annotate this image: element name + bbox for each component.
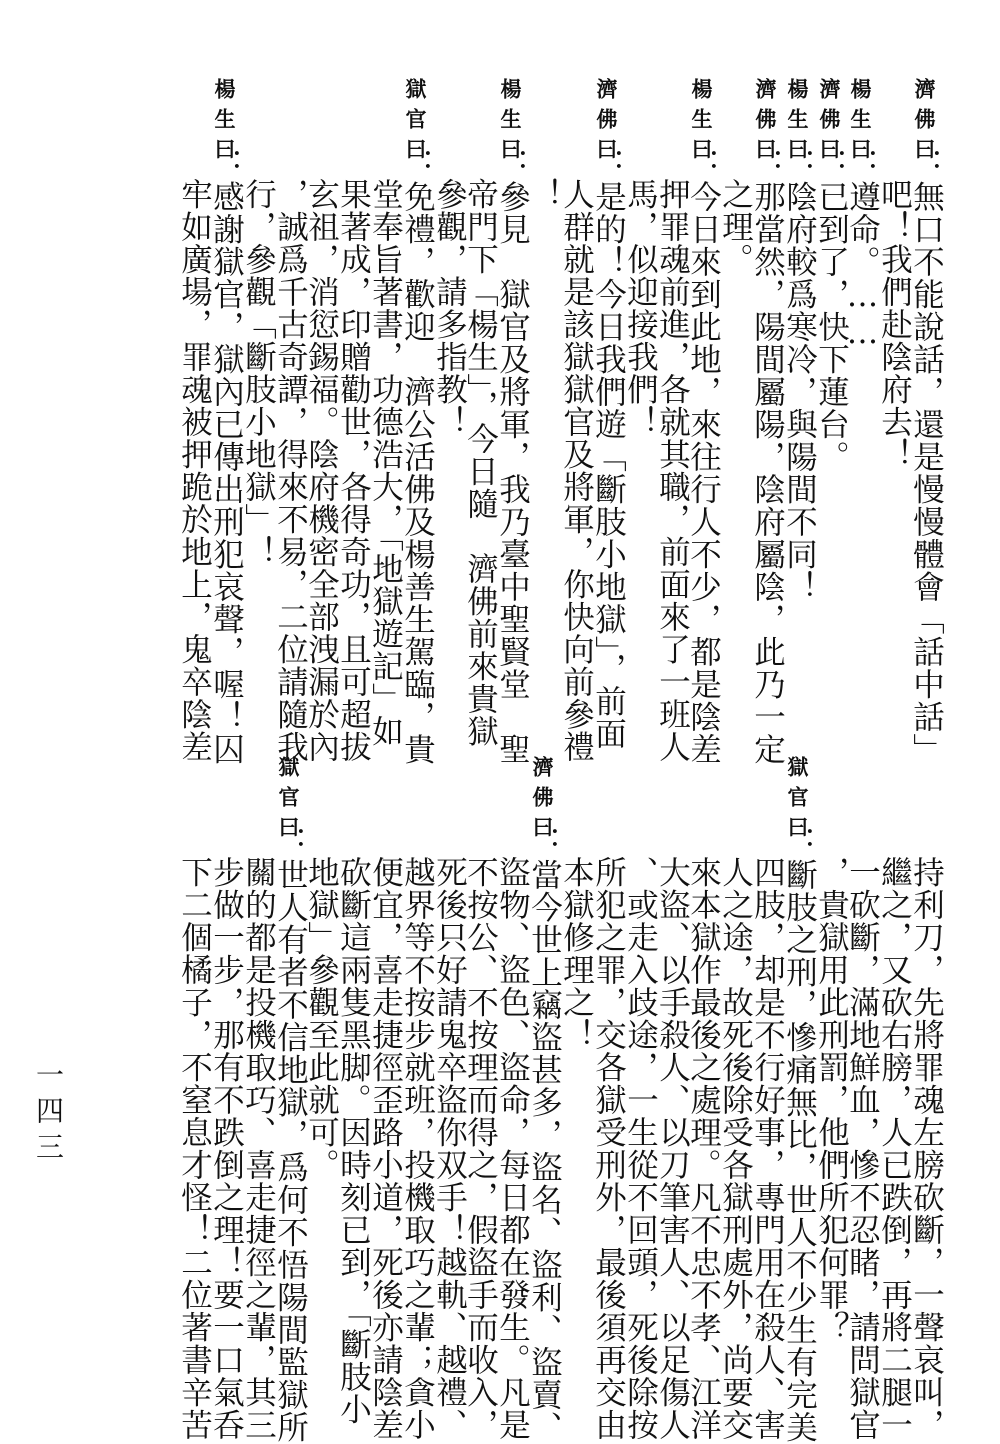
text-line: 所犯之罪，交各獄受刑外，最後須再交由	[590, 856, 627, 1441]
text-line: 一砍斷，滿地鮮血，慘不忍睹，請問獄官	[844, 856, 881, 1441]
text-line: ：那當然，陽間屬陽，陰府屬陰，此乃一定	[749, 148, 786, 766]
text-line: ：陰府較爲寒冷，與陽間不同！	[781, 148, 818, 603]
text-line: 之理。	[717, 178, 754, 276]
text-line: 果著成，印贈勸世，各得奇功，且可超拔	[335, 178, 372, 763]
text-line: 堂奉旨著書，功德浩大，「地獄遊記」如	[367, 178, 404, 748]
text-line: 地獄」參觀至此就可。	[303, 856, 340, 1181]
text-line: ：世人有者不信地獄，爲何不悟陽間監獄所	[272, 826, 309, 1444]
text-line: ，貴獄用此刑罰，他們所犯何罪？	[813, 856, 850, 1344]
text-line: ：無口不能說話，還是慢慢體會「話中話」	[908, 148, 945, 766]
text-line: 來本獄作最後之處理。凡不忠不孝、江洋	[685, 856, 722, 1441]
text-line: 押罪魂前進，各就其職，前面來了一班人	[654, 178, 691, 763]
text-line: 繼之，又砍右膀，人已跌倒，再將二腿一	[876, 856, 913, 1441]
speaker-label: 濟佛曰	[817, 78, 842, 168]
text-line: ！	[526, 178, 563, 211]
text-line: 盜物、盜色、盜命，每日都在發生。凡是	[494, 856, 531, 1441]
speaker-label: 濟佛曰	[530, 756, 555, 846]
text-line: 牢如廣場，罪魂被押跪於地上，鬼卒陰差	[176, 178, 213, 763]
text-line: 行，參觀「斷肢小地獄」！	[240, 178, 277, 568]
text-line: 人群就是該獄獄官及將軍，你快向前參禮	[558, 178, 595, 763]
speaker-label: 楊生曰	[785, 78, 810, 168]
text-line: 四肢，却是不行好事，專門用在殺人、害	[749, 856, 786, 1441]
text-line: 不按公、不按理而得之，假盜手而收入，	[462, 856, 499, 1441]
speaker-label: 獄官曰	[276, 756, 301, 846]
text-line: 本獄修理之！	[558, 856, 595, 1051]
speaker-label: 楊生曰	[848, 78, 873, 168]
text-line: 吧！我們赴陰府去！	[876, 178, 913, 471]
text-line: 大盜、以手殺人、以刀筆害人、以足傷人	[654, 856, 691, 1441]
text-line: 玄祖，消愆錫福。陰府機密全部洩漏於內	[303, 178, 340, 763]
page-number: 一四三	[32, 1060, 65, 1168]
text-line: 死後只好請鬼卒盜你双手！越軌、越禮、	[431, 856, 468, 1441]
speaker-label: 楊生曰	[498, 78, 523, 168]
text-line: ：當今世上竊盜甚多，盜名、盜利、盜賣、	[526, 826, 563, 1444]
text-line: 人之途，故死後除受各獄刑處外，尚要交	[717, 856, 754, 1441]
text-line: 、或走入歧途，一生從不回頭，死後除按	[622, 856, 659, 1441]
text-line: 持利刀，先將罪魂左膀砍斷，一聲哀叫，	[908, 856, 945, 1441]
speaker-label: 濟佛曰	[753, 78, 778, 168]
text-line: 馬，似迎接我們！	[622, 178, 659, 438]
text-line: ：今日來到此地，來往行人不少，都是陰差	[685, 148, 722, 766]
text-line: 便宜，喜走捷徑歪路小道，死後亦請陰差	[367, 856, 404, 1441]
text-line: 下二個橘子，不窒息才怪！二位著書辛苦	[176, 856, 213, 1441]
text-line: 參觀，請多指教！	[431, 178, 468, 438]
text-line: 帝門下「楊生」，今日隨 濟佛前來貴獄	[462, 178, 499, 748]
speaker-label: 濟佛曰	[594, 78, 619, 168]
speaker-label: 濟佛曰	[912, 78, 937, 168]
text-line: 關的都是投機取巧、喜走捷徑之輩，其三	[240, 856, 277, 1441]
text-line: ：遵命。……	[844, 148, 881, 352]
text-line: ：免禮，歡迎 濟公活佛及楊善生駕臨，貴	[399, 148, 436, 766]
text-line: ，誠爲千古奇譚，得來不易，二位請隨我	[272, 178, 309, 763]
speaker-label: 楊生曰	[689, 78, 714, 168]
speaker-label: 獄官曰	[785, 756, 810, 846]
speaker-label: 楊生曰	[212, 78, 237, 168]
speaker-label: 獄官曰	[403, 78, 428, 168]
text-line: ：是的！今日我們遊「斷肢小地獄」，前面	[590, 148, 627, 750]
text-line: ：已到了，快下蓮台。	[813, 148, 850, 473]
text-line: ：感謝獄官，獄內已傳出刑犯哀聲，喔！囚	[208, 148, 245, 766]
text-line: 越界等不按步就班，投機取巧之輩；貪小	[399, 856, 436, 1441]
text-line: ：參見 獄官及將軍，我乃臺中聖賢堂 聖	[494, 148, 531, 766]
text-line: 步做一步，那有不跌倒之理！要一口氣呑	[208, 856, 245, 1441]
text-line: 砍斷這兩隻黑脚。因時刻已到，「斷肢小	[335, 856, 372, 1426]
text-line: ：斷肢之刑，慘痛無比，世人不少生有完美	[781, 826, 818, 1444]
